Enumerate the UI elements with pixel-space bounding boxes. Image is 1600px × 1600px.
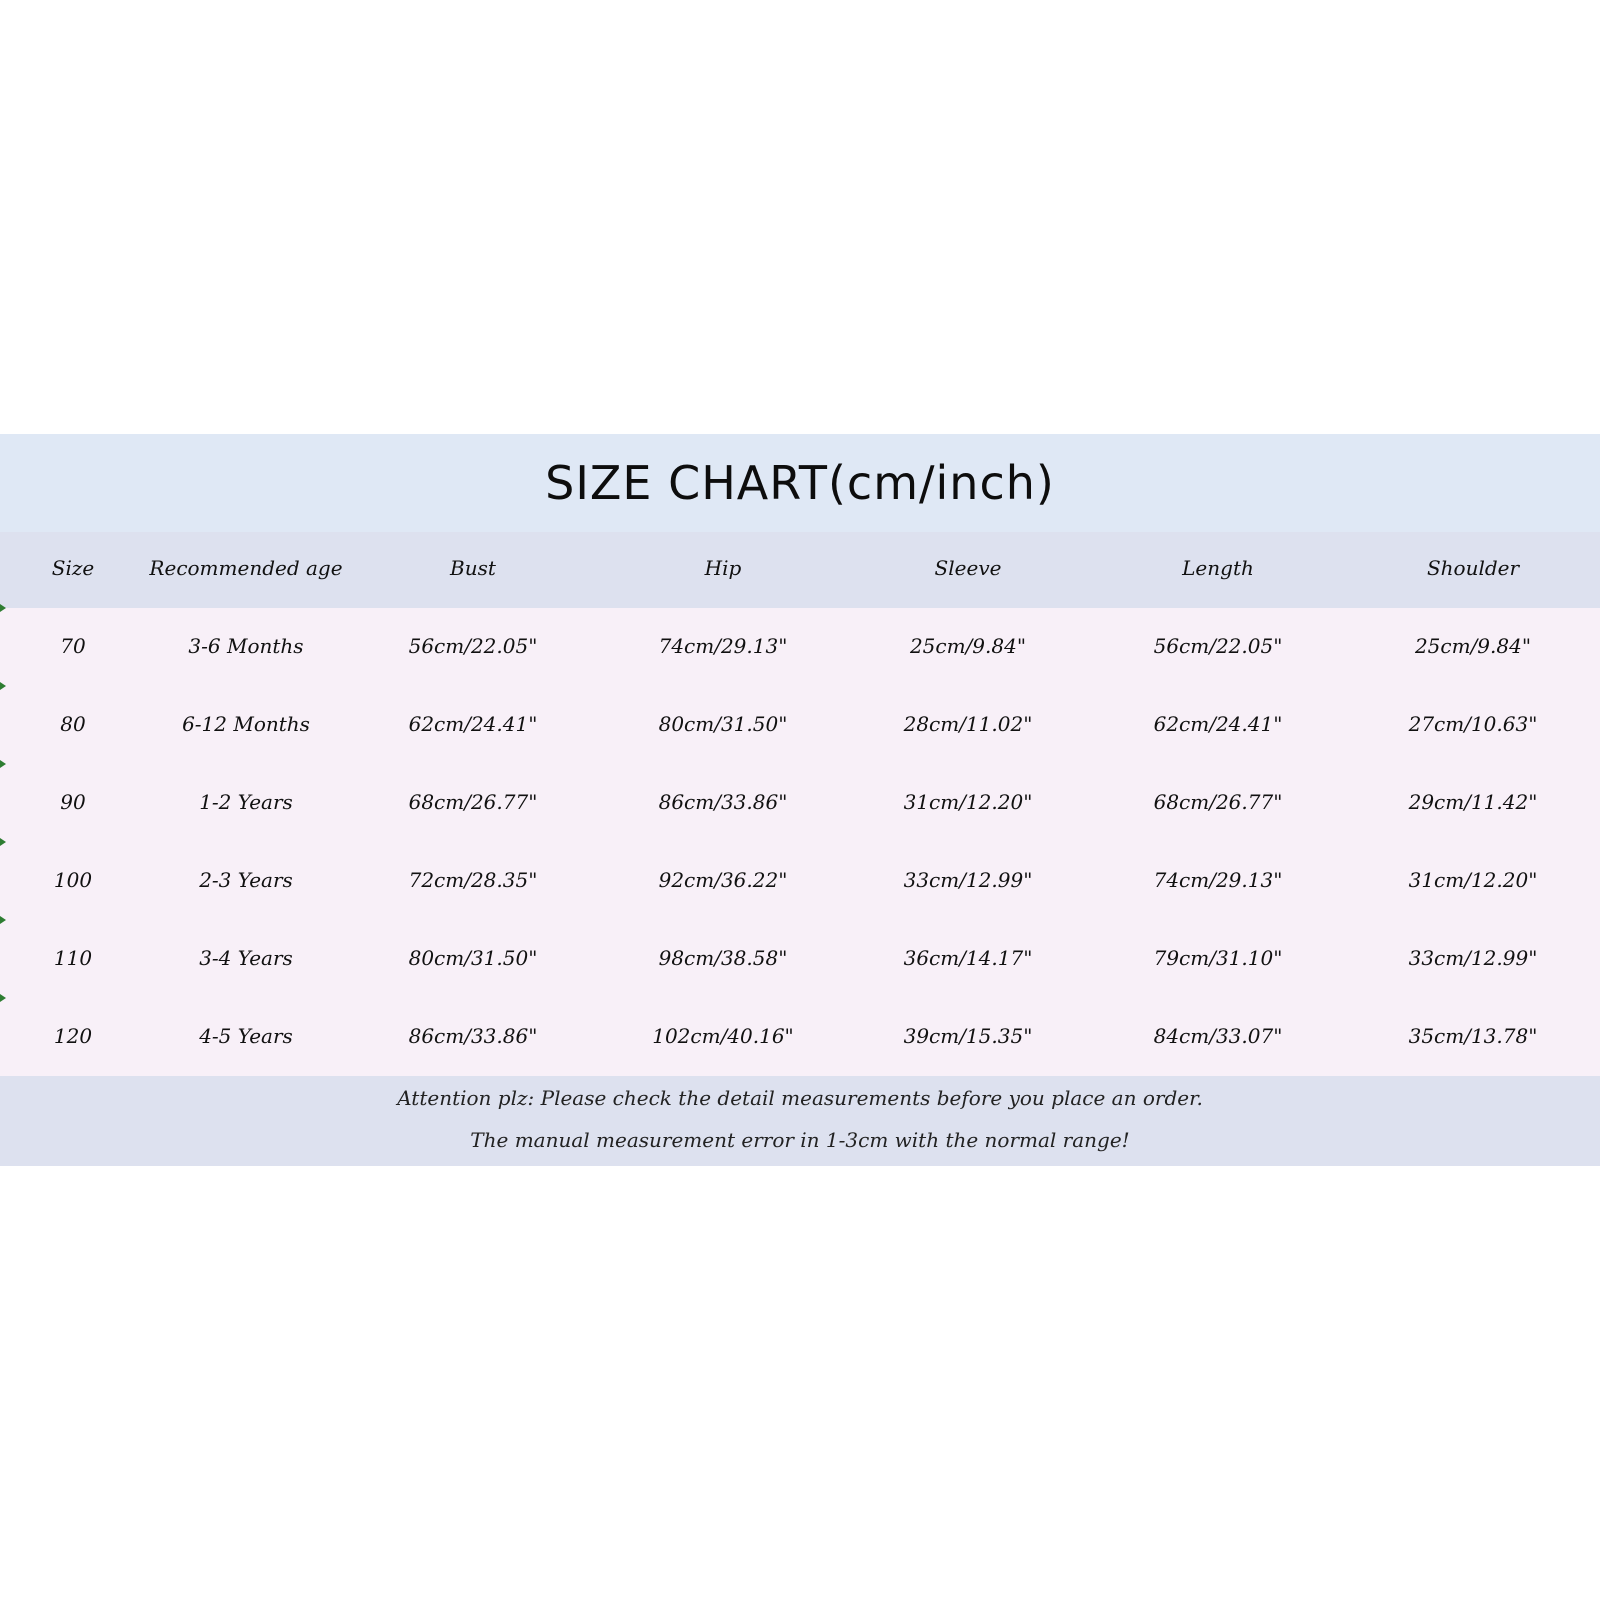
cell-shoulder: 31cm/12.20"	[1408, 868, 1538, 892]
cell-size: 70	[60, 634, 86, 658]
cell-bust: 86cm/33.86"	[408, 1024, 538, 1048]
cell-hip: 92cm/36.22"	[658, 868, 788, 892]
cell-shoulder: 29cm/11.42"	[1408, 790, 1538, 814]
attention-note: Attention plz: Please check the detail measurements before you place an order.	[397, 1086, 1203, 1110]
cell-length: 74cm/29.13"	[1153, 868, 1283, 892]
table-header	[0, 532, 1600, 608]
header-length: Length	[1182, 556, 1254, 580]
cell-shoulder: 35cm/13.78"	[1408, 1024, 1538, 1048]
table-row	[0, 842, 1600, 920]
cell-size: 100	[53, 868, 93, 892]
size-chart	[0, 434, 1600, 1166]
cell-hip: 86cm/33.86"	[658, 790, 788, 814]
cell-recommended-age: 3-6 Months	[188, 634, 304, 658]
cell-hip: 102cm/40.16"	[652, 1024, 794, 1048]
table-row	[0, 608, 1600, 686]
row-marker	[0, 994, 6, 1002]
cell-length: 79cm/31.10"	[1153, 946, 1283, 970]
header-sleeve: Sleeve	[934, 556, 1002, 580]
cell-size: 120	[53, 1024, 93, 1048]
table-row	[0, 686, 1600, 764]
cell-length: 84cm/33.07"	[1153, 1024, 1283, 1048]
cell-hip: 98cm/38.58"	[658, 946, 788, 970]
chart-title: SIZE CHART(cm/inch)	[545, 456, 1055, 510]
table-row	[0, 998, 1600, 1076]
cell-sleeve: 28cm/11.02"	[903, 712, 1033, 736]
row-marker	[0, 916, 6, 924]
cell-sleeve: 33cm/12.99"	[903, 868, 1033, 892]
row-marker	[0, 760, 6, 768]
table-row	[0, 764, 1600, 842]
cell-length: 56cm/22.05"	[1153, 634, 1283, 658]
row-marker	[0, 604, 6, 612]
cell-size: 80	[60, 712, 86, 736]
row-marker	[0, 838, 6, 846]
cell-recommended-age: 2-3 Years	[199, 868, 293, 892]
cell-bust: 80cm/31.50"	[408, 946, 538, 970]
cell-length: 62cm/24.41"	[1153, 712, 1283, 736]
cell-sleeve: 25cm/9.84"	[909, 634, 1027, 658]
cell-shoulder: 33cm/12.99"	[1408, 946, 1538, 970]
table-body	[0, 608, 1600, 1076]
cell-sleeve: 36cm/14.17"	[903, 946, 1033, 970]
table-row	[0, 920, 1600, 998]
cell-recommended-age: 1-2 Years	[199, 790, 293, 814]
cell-recommended-age: 4-5 Years	[199, 1024, 293, 1048]
cell-size: 90	[60, 790, 86, 814]
cell-size: 110	[53, 946, 93, 970]
header-shoulder: Shoulder	[1426, 556, 1520, 580]
header-recommended-age: Recommended age	[149, 556, 343, 580]
row-marker	[0, 682, 6, 690]
cell-bust: 72cm/28.35"	[408, 868, 538, 892]
cell-hip: 74cm/29.13"	[658, 634, 788, 658]
header-bust: Bust	[450, 556, 496, 580]
cell-bust: 62cm/24.41"	[408, 712, 538, 736]
header-size: Size	[51, 556, 95, 580]
cell-bust: 56cm/22.05"	[408, 634, 538, 658]
cell-length: 68cm/26.77"	[1153, 790, 1283, 814]
header-hip: Hip	[704, 556, 742, 580]
cell-bust: 68cm/26.77"	[408, 790, 538, 814]
cell-shoulder: 27cm/10.63"	[1408, 712, 1538, 736]
note-band	[0, 1076, 1600, 1166]
cell-sleeve: 31cm/12.20"	[903, 790, 1033, 814]
cell-hip: 80cm/31.50"	[658, 712, 788, 736]
cell-recommended-age: 3-4 Years	[199, 946, 293, 970]
cell-shoulder: 25cm/9.84"	[1414, 634, 1532, 658]
cell-sleeve: 39cm/15.35"	[903, 1024, 1033, 1048]
title-band	[0, 434, 1600, 532]
cell-recommended-age: 6-12 Months	[182, 712, 310, 736]
measurement-error-note: The manual measurement error in 1-3cm with the normal range!	[470, 1128, 1130, 1152]
